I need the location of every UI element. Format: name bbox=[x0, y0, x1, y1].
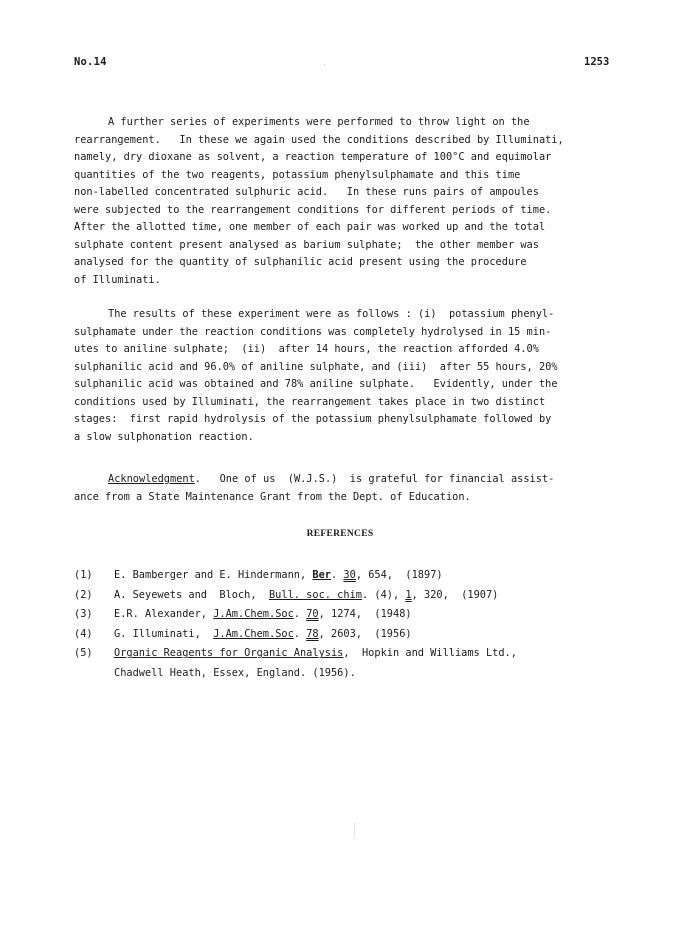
paragraph-line: sulphanilic acid was obtained and 78% aniline sulphate. Evidently, under the bbox=[74, 378, 558, 390]
reference-separator: . bbox=[293, 627, 307, 640]
paragraph-line: sulphanilic acid and 96.0% of aniline sulphate, and (iii) after 55 hours, 20% bbox=[74, 360, 558, 373]
reference-volume: 78 bbox=[306, 627, 319, 640]
reference-journal: Bull. soc. chim bbox=[268, 588, 362, 601]
reference-volume: 30 bbox=[343, 569, 356, 581]
scan-speck bbox=[354, 823, 355, 837]
paragraph-line: conditions used by Illuminati, the rearrangement takes place in two distinct bbox=[74, 395, 546, 408]
reference-volume: 70 bbox=[306, 608, 319, 621]
reference-list bbox=[74, 566, 614, 684]
reference-item bbox=[74, 586, 614, 606]
paragraph-line: quantities of the two reagents, potassium phenylsulphamate and this time bbox=[74, 168, 521, 181]
paragraph-line: After the allotted time, one member of each pair was worked up and the total bbox=[74, 221, 546, 233]
reference-volume: 1 bbox=[405, 588, 412, 601]
reference-author: A. Seyewets and Bloch, bbox=[114, 588, 269, 601]
reference-pages-year: , 320, (1907) bbox=[411, 588, 499, 601]
paragraph-line: sulphamate under the reaction conditions was completely hydrolysed in 15 min- bbox=[74, 325, 552, 338]
reference-pages-year: , 2603, (1956) bbox=[318, 627, 412, 640]
reference-separator: . bbox=[293, 608, 307, 621]
paragraph-line: analysed for the quantity of sulphanilic acid present using the procedure bbox=[74, 256, 527, 268]
reference-author: E.R. Alexander, bbox=[114, 608, 214, 621]
reference-author: G. Illuminati, bbox=[114, 627, 214, 640]
reference-number: (4) bbox=[74, 627, 93, 640]
reference-pages-year: , 654, (1897) bbox=[355, 569, 443, 581]
paragraph-line: non-labelled concentrated sulphuric acid. In these runs pairs of ampoules bbox=[74, 186, 539, 198]
paragraph-line: namely, dry dioxane as solvent, a reaction temperature of 100°C and equimolar bbox=[74, 151, 552, 163]
paragraph-line: A further series of experiments were performed to throw light on the bbox=[108, 116, 530, 128]
reference-number: (3) bbox=[74, 608, 93, 621]
reference-pages-year: , 1274, (1948) bbox=[318, 608, 412, 621]
paragraph-line: sulphate content present analysed as barium sulphate; the other member was bbox=[74, 238, 539, 251]
acknowledgment-heading: Acknowledgment bbox=[108, 473, 195, 485]
reference-author: E. Bamberger and E. Hindermann, bbox=[114, 569, 313, 581]
reference-separator: . bbox=[331, 569, 344, 581]
paragraph-line: The results of these experiment were as follows : (i) potassium phenyl- bbox=[108, 308, 555, 320]
references-heading: REFERENCES bbox=[306, 529, 374, 539]
reference-journal: J.Am.Chem.Soc bbox=[213, 627, 294, 640]
reference-number: (1) bbox=[74, 569, 93, 581]
scan-speck bbox=[324, 64, 325, 66]
acknowledgment-text: . One of us (W.J.S.) is grateful for financial assist- bbox=[194, 473, 555, 485]
acknowledgment bbox=[74, 471, 610, 506]
paragraph-experiments bbox=[74, 114, 610, 289]
reference-item bbox=[74, 566, 614, 586]
paragraph-line: stages: first rapid hydrolysis of the potassium phenylsulphamate followed by bbox=[74, 413, 552, 425]
reference-journal: Ber bbox=[312, 569, 331, 581]
paragraph-line: utes to aniline sulphate; (ii) after 14 hours, the reaction afforded 4.0% bbox=[74, 343, 539, 355]
paragraph-line: ance from a State Maintenance Grant from the Dept. of Education. bbox=[74, 490, 471, 503]
reference-book-title: Organic Reagents for Organic Analysis bbox=[114, 647, 344, 660]
reference-item-continuation: Chadwell Heath, Essex, England. (1956). bbox=[114, 666, 356, 679]
reference-item bbox=[74, 644, 614, 664]
reference-item bbox=[74, 625, 614, 645]
page-number: 1253 bbox=[584, 56, 610, 68]
reference-number: (5) bbox=[74, 647, 93, 660]
paragraph-line: of Illuminati. bbox=[74, 273, 161, 286]
reference-publisher: , Hopkin and Williams Ltd., bbox=[343, 647, 517, 660]
reference-number: (2) bbox=[74, 588, 93, 601]
paragraph-line: a slow sulphonation reaction. bbox=[74, 430, 254, 443]
paragraph-line: were subjected to the rearrangement conditions for different periods of time. bbox=[74, 203, 552, 216]
running-header-journal-number: No.14 bbox=[74, 56, 107, 68]
reference-journal: J.Am.Chem.Soc bbox=[213, 608, 294, 621]
paragraph-line: rearrangement. In these we again used the conditions described by Illuminati, bbox=[74, 133, 564, 146]
reference-item bbox=[74, 605, 614, 625]
reference-separator: . (4), bbox=[361, 588, 406, 601]
paragraph-line bbox=[74, 471, 610, 489]
paragraph-results bbox=[74, 306, 610, 446]
